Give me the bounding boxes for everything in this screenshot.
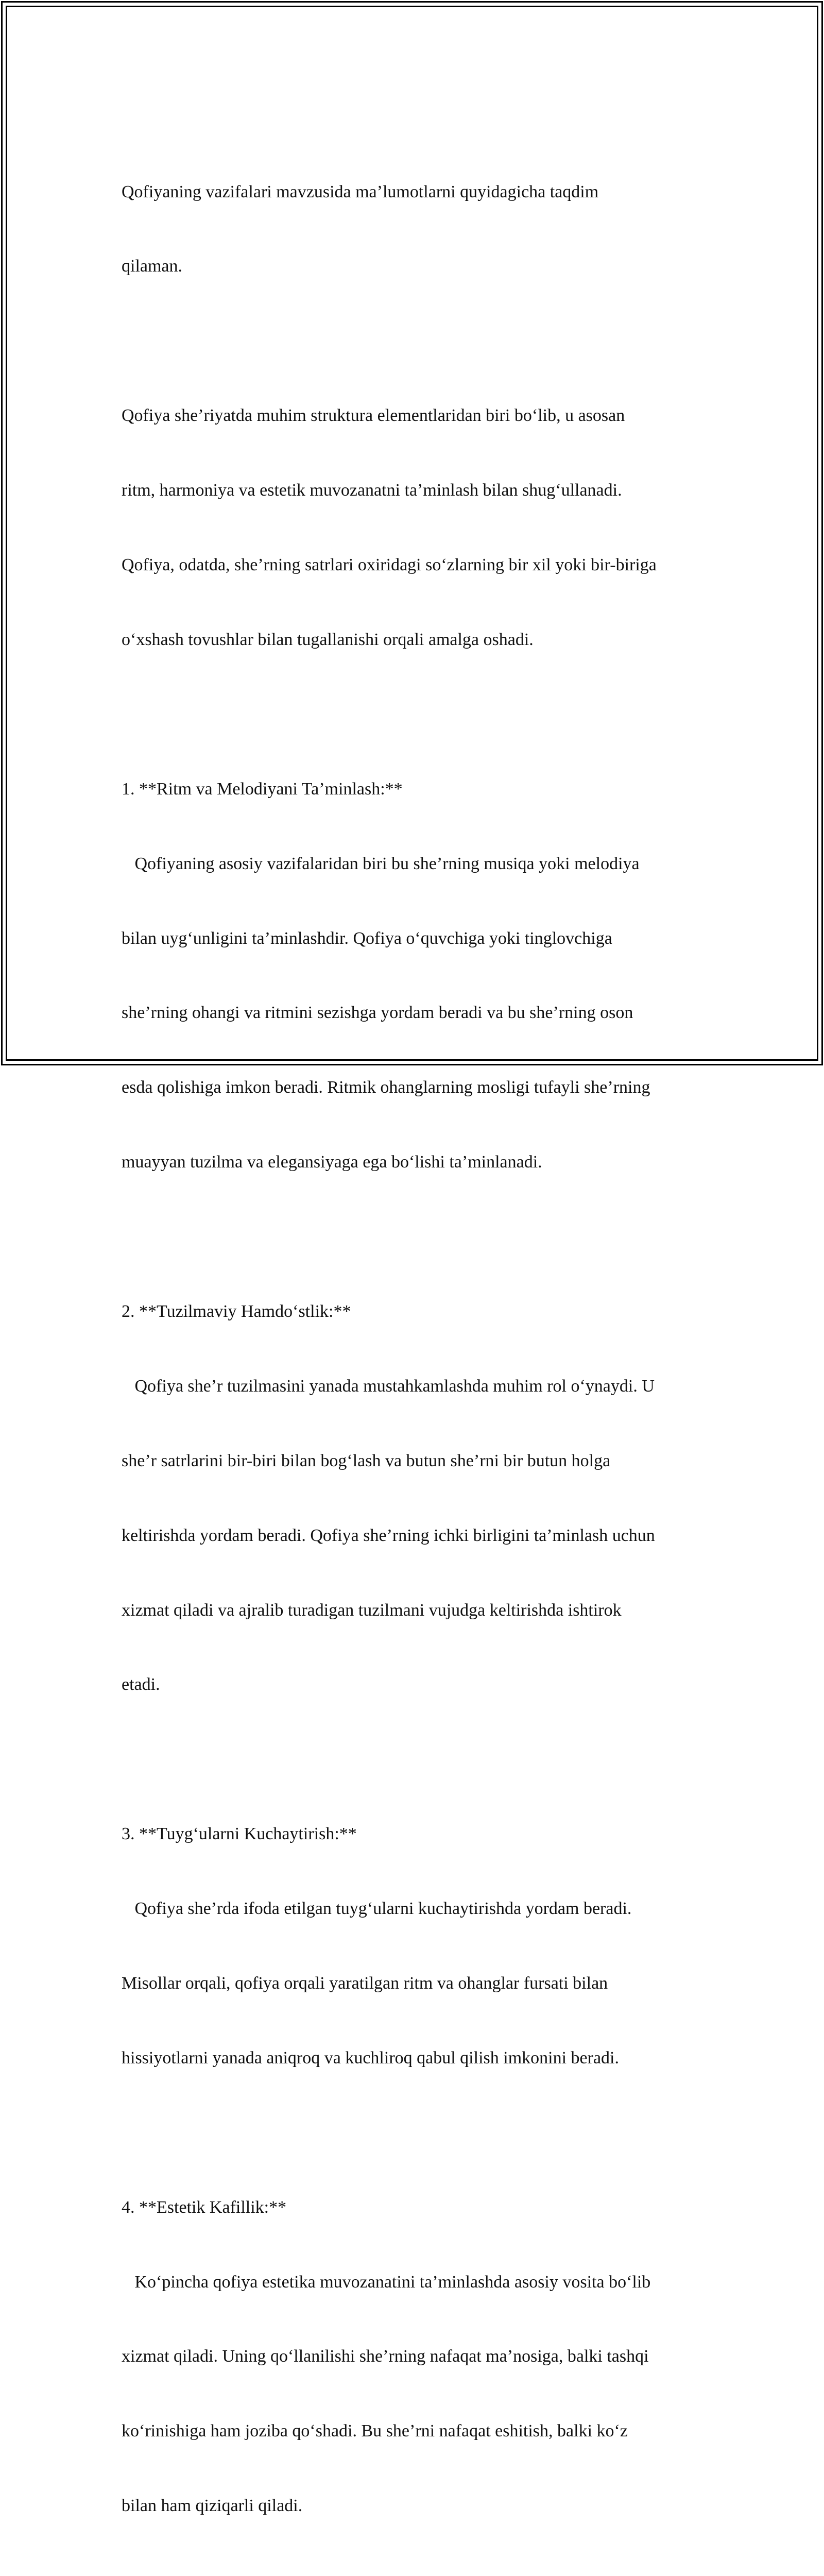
- section-line: hissiyotlarni yanada aniqroq va kuchliroq qabul qilish imkonini beradi.: [122, 2048, 619, 2067]
- section-line: xizmat qiladi. Uning qo‘llanilishi she’rning nafaqat ma’nosiga, balki tashqi: [122, 2347, 649, 2366]
- section-line: xizmat qiladi va ajralib turadigan tuzilmani vujudga keltirishda ishtirok: [122, 1600, 622, 1620]
- section-line: Qofiya she’r tuzilmasini yanada mustahkamlashda muhim rol o‘ynaydi. U: [122, 1376, 655, 1396]
- section-aesthetics: [122, 2145, 703, 2568]
- section-line: she’rning ohangi va ritmini sezishga yordam beradi va bu she’rning oson: [122, 1003, 633, 1023]
- overview-line: Qofiya, odatda, she’rning satrlari oxiridagi so‘zlarning bir xil yoki bir-biriga: [122, 555, 657, 575]
- intro-line: qilaman.: [122, 257, 183, 276]
- intro-paragraph: [122, 130, 703, 329]
- overview-line: ritm, harmoniya va estetik muvozanatni ta’minlash bilan shug‘ullanadi.: [122, 481, 622, 500]
- section-line: Qofiya she’rda ifoda etilgan tuyg‘ularni kuchaytirishda yordam beradi.: [122, 1899, 632, 1919]
- section-structure: [122, 1249, 703, 1747]
- document-body: [122, 130, 703, 2576]
- section-line: keltirishda yordam beradi. Qofiya she’rning ichki birligini ta’minlash uchun: [122, 1526, 655, 1545]
- section-line: Misollar orqali, qofiya orqali yaratilgan ritm va ohanglar fursati bilan: [122, 1973, 608, 1993]
- intro-line: Qofiyaning vazifalari mavzusida ma’lumotlarni quyidagicha taqdim: [122, 182, 599, 201]
- section-heading: 4. **Estetik Kafillik:**: [122, 2197, 287, 2217]
- section-heading: 1. **Ritm va Melodiyani Ta’minlash:**: [122, 779, 403, 799]
- section-line: muayyan tuzilma va elegansiyaga ega bo‘lishi ta’minlanadi.: [122, 1153, 542, 1172]
- section-line: she’r satrlarini bir-biri bilan bog‘lash va butun she’rni bir butun holga: [122, 1451, 611, 1470]
- overview-line: o‘xshash tovushlar bilan tugallanishi orqali amalga oshadi.: [122, 630, 534, 649]
- section-line: bilan uyg‘unligini ta’minlashdir. Qofiya o‘quvchiga yoki tinglovchiga: [122, 928, 612, 948]
- section-line: Qofiyaning asosiy vazifalaridan biri bu she’rning musiqa yoki melodiya: [122, 854, 640, 873]
- section-line: Ko‘pincha qofiya estetika muvozanatini ta’minlashda asosiy vosita bo‘lib: [122, 2272, 651, 2292]
- section-line: etadi.: [122, 1675, 160, 1694]
- overview-line: Qofiya she’riyatda muhim struktura elementlaridan biri bo‘lib, u asosan: [122, 406, 625, 426]
- section-line: esda qolishiga imkon beradi. Ritmik ohanglarning mosligi tufayli she’rning: [122, 1078, 650, 1097]
- section-heading: 3. **Tuyg‘ularni Kuchaytirish:**: [122, 1824, 357, 1844]
- section-line: ko‘rinishiga ham joziba qo‘shadi. Bu she’rni nafaqat eshitish, balki ko‘z: [122, 2421, 628, 2441]
- section-emotions: [122, 1772, 703, 2121]
- overview-paragraph: [122, 354, 703, 702]
- section-rhythm: [122, 727, 703, 1225]
- section-heading: 2. **Tuzilmaviy Hamdo‘stlik:**: [122, 1301, 351, 1321]
- section-line: bilan ham qiziqarli qiladi.: [122, 2496, 303, 2516]
